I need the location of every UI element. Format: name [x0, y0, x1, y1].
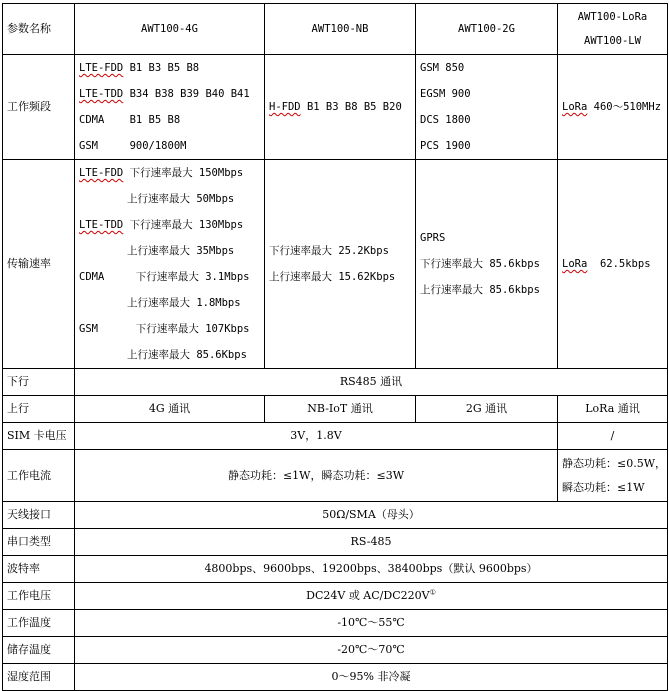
header-nb: AWT100-NB	[265, 4, 416, 55]
table-row-up	[3, 396, 668, 423]
freq-4g	[75, 55, 265, 160]
table-row-voltage	[3, 583, 668, 610]
label-serial: 串口类型	[3, 529, 75, 556]
label-baud: 波特率	[3, 556, 75, 583]
label-storage: 储存温度	[3, 637, 75, 664]
rate-2g-line: 上行速率最大 85.6kbps	[420, 284, 540, 296]
freq-4g-tag: LTE-TDD	[79, 88, 124, 100]
up-2g: 2G 通讯	[416, 396, 558, 423]
header-param: 参数名称	[3, 4, 75, 55]
rate-lora-tag: LoRa	[562, 258, 588, 270]
rate-2g-line: GPRS	[420, 232, 446, 244]
header-lora-line2: AWT100-LW	[584, 35, 641, 47]
current-lora-line: 静态功耗：≤0.5W，	[562, 456, 667, 470]
up-nb: NB-IoT 通讯	[265, 396, 416, 423]
rate-4g-line	[79, 316, 260, 342]
table-row-current	[3, 450, 668, 502]
header-lora-line1: AWT100-LoRa	[577, 11, 648, 23]
freq-4g-line	[79, 107, 260, 133]
rate-2g	[416, 160, 558, 369]
label-voltage: 工作电压	[3, 583, 75, 610]
down-value: RS485 通讯	[75, 369, 668, 396]
freq-4g-val: B1 B3 B5 B8	[129, 62, 200, 74]
voltage-footnote-mark: ①	[429, 588, 436, 597]
freq-4g-tag: GSM	[79, 140, 98, 152]
table-row-humidity	[3, 664, 668, 691]
freq-2g-line: PCS 1900	[420, 140, 471, 152]
humidity-value: 0～95% 非冷凝	[75, 664, 668, 691]
label-temp: 工作温度	[3, 610, 75, 637]
rate-4g-tag: LTE-TDD	[79, 219, 124, 231]
label-frequency: 工作频段	[3, 55, 75, 160]
freq-nb-val: B1 B3 B8 B5 B20	[306, 101, 402, 113]
rate-4g-val: 下行速率最大 3.1Mbps	[135, 271, 250, 283]
voltage-value: DC24V 或 AC/DC220V	[306, 589, 430, 602]
rate-2g-line: 下行速率最大 85.6kbps	[420, 258, 540, 270]
freq-2g-line: GSM 850	[420, 62, 465, 74]
table-row-temp	[3, 610, 668, 637]
table-row-serial	[3, 529, 668, 556]
freq-2g-line: EGSM 900	[420, 88, 471, 100]
freq-nb	[265, 55, 416, 160]
rate-4g-val: 下行速率最大 130Mbps	[129, 219, 244, 231]
rate-4g-line	[79, 186, 260, 212]
table-row-baud	[3, 556, 668, 583]
rate-4g-line	[79, 342, 260, 368]
serial-value: RS-485	[75, 529, 668, 556]
freq-4g-tag: LTE-FDD	[79, 62, 124, 74]
current-lora-line: 瞬态功耗：≤1W	[562, 480, 645, 494]
rate-4g-val: 上行速率最大 85.6Kbps	[127, 349, 247, 361]
label-antenna: 天线接口	[3, 502, 75, 529]
rate-lora-val: 62.5kbps	[599, 258, 651, 270]
up-lora: LoRa 通讯	[558, 396, 668, 423]
table-row-sim	[3, 423, 668, 450]
freq-4g-val: 900/1800M	[129, 140, 187, 152]
rate-nb-line: 上行速率最大 15.62Kbps	[269, 271, 396, 283]
temp-value: -10℃～55℃	[75, 610, 668, 637]
freq-4g-line	[79, 81, 260, 107]
freq-4g-line	[79, 55, 260, 81]
rate-lora	[558, 160, 668, 369]
rate-4g-val: 上行速率最大 50Mbps	[127, 193, 235, 205]
freq-4g-val: B34 B38 B39 B40 B41	[129, 88, 250, 100]
freq-lora-tag: LoRa	[562, 101, 588, 113]
label-rate: 传输速率	[3, 160, 75, 369]
rate-4g-line	[79, 212, 260, 238]
table-row-down	[3, 369, 668, 396]
freq-4g-tag: CDMA	[79, 114, 105, 126]
freq-4g-line	[79, 133, 260, 159]
table-header-row	[3, 4, 668, 55]
rate-4g-line	[79, 290, 260, 316]
freq-2g	[416, 55, 558, 160]
rate-nb-line: 下行速率最大 25.2Kbps	[269, 245, 389, 257]
label-current: 工作电流	[3, 450, 75, 502]
label-down: 下行	[3, 369, 75, 396]
label-sim: SIM 卡电压	[3, 423, 75, 450]
table-row-antenna	[3, 502, 668, 529]
rate-4g-val: 上行速率最大 1.8Mbps	[127, 297, 241, 309]
rate-4g-line	[79, 264, 260, 290]
rate-nb	[265, 160, 416, 369]
header-4g: AWT100-4G	[75, 4, 265, 55]
label-up: 上行	[3, 396, 75, 423]
freq-4g-val: B1 B5 B8	[129, 114, 181, 126]
rate-4g-tag: CDMA	[79, 271, 105, 283]
freq-lora	[558, 55, 668, 160]
spec-table	[2, 3, 668, 691]
header-2g: AWT100-2G	[416, 4, 558, 55]
rate-4g	[75, 160, 265, 369]
freq-nb-tag: H-FDD	[269, 101, 301, 113]
current-value: 静态功耗：≤1W，瞬态功耗：≤3W	[75, 450, 558, 502]
label-humidity: 湿度范围	[3, 664, 75, 691]
freq-2g-line: DCS 1800	[420, 114, 471, 126]
rate-4g-val: 下行速率最大 107Kbps	[135, 323, 250, 335]
antenna-value: 50Ω/SMA（母头）	[75, 502, 668, 529]
rate-4g-line	[79, 238, 260, 264]
rate-4g-tag: GSM	[79, 323, 98, 335]
voltage-cell	[75, 583, 668, 610]
freq-lora-val: 460～510MHz	[593, 101, 662, 113]
rate-4g-val: 上行速率最大 35Mbps	[127, 245, 235, 257]
header-lora	[558, 4, 668, 55]
up-4g: 4G 通讯	[75, 396, 265, 423]
table-row-storage	[3, 637, 668, 664]
baud-value: 4800bps、9600bps、19200bps、38400bps（默认 9600bps）	[75, 556, 668, 583]
sim-value: 3V，1.8V	[75, 423, 558, 450]
sim-lora: /	[558, 423, 668, 450]
table-row-rate	[3, 160, 668, 369]
storage-value: -20℃～70℃	[75, 637, 668, 664]
rate-4g-val: 下行速率最大 150Mbps	[129, 167, 244, 179]
current-lora	[558, 450, 668, 502]
table-row-frequency	[3, 55, 668, 160]
rate-4g-tag: LTE-FDD	[79, 167, 124, 179]
rate-4g-line	[79, 160, 260, 186]
